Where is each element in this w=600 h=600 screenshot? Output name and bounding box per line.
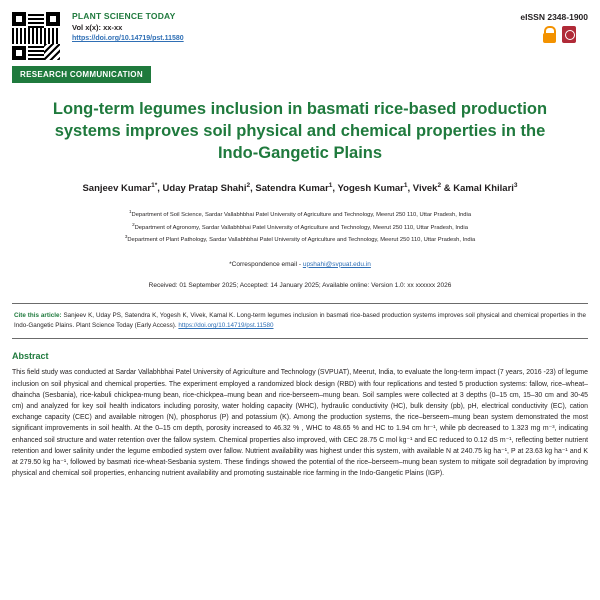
author-list: Sanjeev Kumar$^{1*}$, Uday Pratap Shahi$^2$, Satendra Kumar$^1$, Yogesh Kumar$^1$, Vivek$^2$ & Kamal Khilari$^3$ [82, 182, 518, 195]
affiliation-3: $^3$Department of Plant Pathology, Sardar Vallabhbhai Patel University of Agriculture and Technology, Meerut 250 110, Uttar Pradesh, India [124, 233, 476, 243]
citation-text: Sanjeev K, Uday PS, Satendra K, Yogesh K, Vivek, Kamal K. Long-term legumes inclusion in basmati rice-based production systems improves soil physical and chemical properties in the Indo-Gangetic Plains. Plant Science Today (Early Access). [14, 311, 586, 330]
citation-doi-link[interactable]: https://doi.org/10.14719/pst.11580 [178, 322, 274, 330]
abstract-text: This field study was conducted at Sardar Vallabhbhai Patel University of Agriculture and Technology (SVPUAT), Meerut, India, to evaluate the long-term impact (7 years, 2016 -23) of legume inclusion on soil physical and chemical properties. The experiment employed a randomized block design (RBD) with four replications and tested 5 production systems: fallow, rice–wheat–dhaincha (Sesbania), rice-kabuli chickpea-mung bean, rice-chickpea–mung bean and rice-berseem–mung bean. Soil samples were collected at 3 depths (0–15 cm, 15–30 cm and 30-45 cm) and analyzed for key soil health indicators including porosity, water holding capacity (WHC), hydraulic conductivity (HC), bulk density (pb), pH, electrical conductivity (EC), cation exchange capacity (CEC) and available nitrogen (N), phosphorus (P) and potassium (K). Among the production systems, the rice–berseem–mung bean system demonstrated the most significant improvements in soil health. At the 0–15 cm depth, porosity increased to 46.32 % , WHC to 48.65 % and HC to 1.94 cm hr⁻¹, while pb decreased to 1.323 mg m⁻³, indicating enhanced soil structure and water retention over the fallow system. Chemical properties also improved, with CEC 28.75 C mol kg⁻¹ and EC reduced to 0.12 dS m⁻¹, reflecting better nutrient retention and lower salinity under the legume embodied system over fallow. Nutrient availability was highest under this system, with available N at 240.75 kg ha⁻¹, P at 23.63 kg ha⁻¹ and K at 279.50 kg ha⁻¹, followed by basmati rice-wheat-Sesbania system. These findings showed the potential of the rice–berseem–mung bean system to mitigate soil degradation by improving physical and chemical soil properties, enhancing nutrient availability and promoting sustainable rice farming in the Indo-Gangetic Plains (IGP). [12, 369, 588, 478]
journal-doi-link[interactable]: https://doi.org/10.14719/pst.11580 [72, 35, 184, 42]
affiliations [22, 208, 578, 244]
correspondence [0, 261, 600, 268]
correspondence-email-link[interactable]: upshahi@svpuat.edu.in [302, 260, 371, 268]
journal-volume: Vol x(x): xx-xx [72, 23, 123, 32]
qr-code-icon[interactable] [12, 12, 60, 60]
journal-issn: eISSN 2348-1900 [520, 12, 588, 22]
badge-icons [543, 22, 588, 43]
page-title: Long-term legumes inclusion in basmati rice-based production systems improves soil physical and chemical properties in the Indo-Gangetic Plains [52, 100, 548, 162]
open-access-lock-icon[interactable] [543, 26, 556, 43]
journal-name: PLANT SCIENCE TODAY [72, 11, 176, 21]
masthead [0, 0, 600, 60]
article-type-badge: RESEARCH COMMUNICATION [12, 66, 151, 83]
article-dates: Received: 01 September 2025; Accepted: 14 January 2025; Available online: Version 1.0: xx xxxxxx 2026 [148, 281, 452, 289]
affiliation-2: $^2$Department of Agronomy, Sardar Vallabhbhai Patel University of Agriculture and Technology, Meerut 250 110, Uttar Pradesh, India [132, 221, 468, 231]
creative-commons-icon[interactable] [562, 26, 576, 43]
citation-label: Cite this article: [14, 311, 62, 319]
abstract-heading: Abstract [12, 351, 49, 362]
citation-box [12, 303, 588, 340]
journal-info [72, 10, 520, 42]
correspondence-label: *Correspondence email - [229, 260, 303, 268]
affiliation-1: $^1$Department of Soil Science, Sardar Vallabhbhai Patel University of Agriculture and Technology, Meerut 250 110, Uttar Pradesh, India [128, 209, 472, 219]
